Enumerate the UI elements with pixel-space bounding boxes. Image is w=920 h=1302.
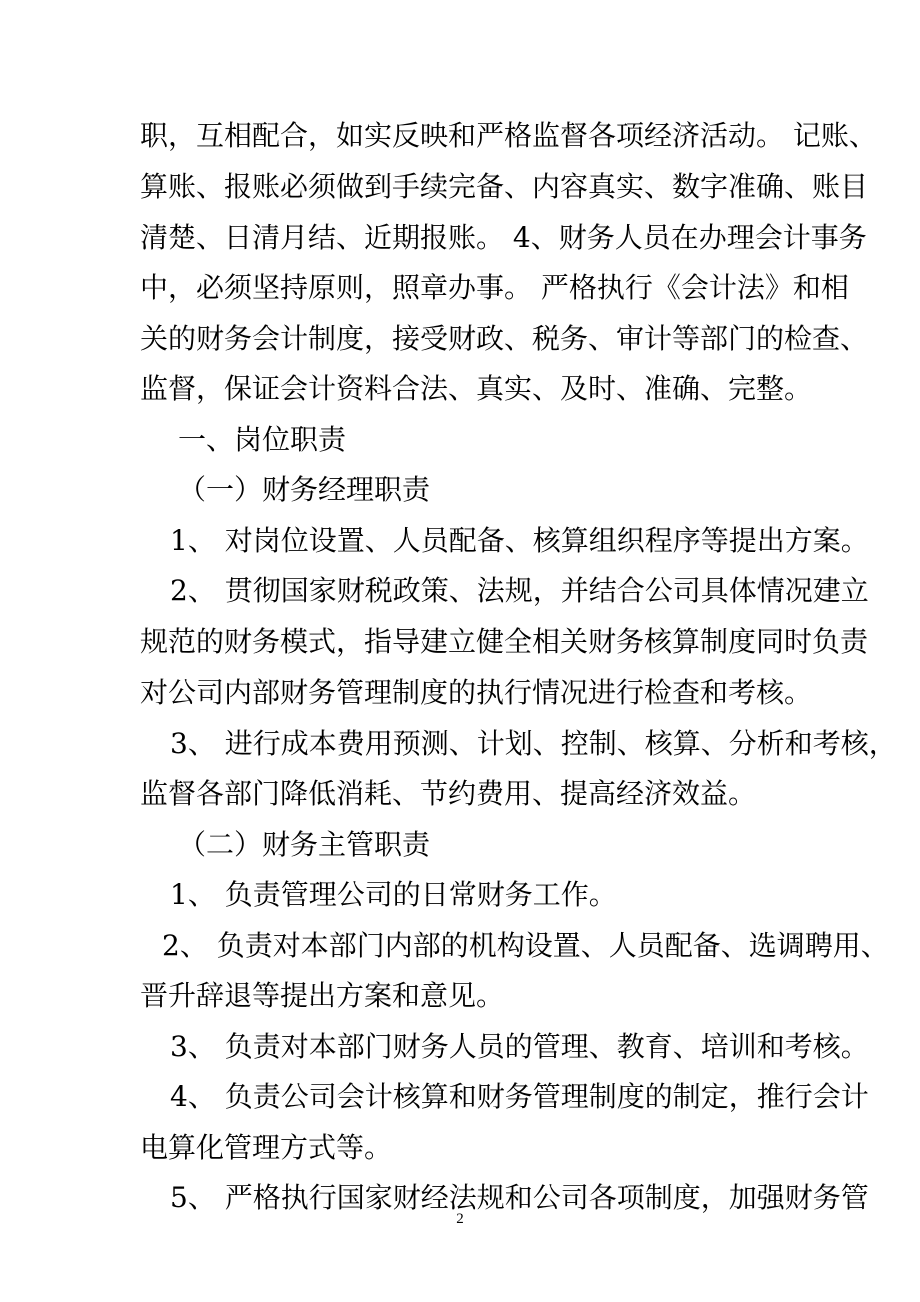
list-item: 2、 贯彻国家财税政策、法规，并结合公司具体情况建立 [170,574,869,607]
body-text-line: 监督，保证会计资料合法、真实、及时、准确、完整。 [140,372,813,405]
body-text-line: 中，必须坚持原则，照章办事。 严格执行《会计法》和相 [140,271,849,304]
list-item: 3、 进行成本费用预测、计划、控制、核算、分析和考核， [170,727,897,760]
list-item: 3、 负责对本部门财务人员的管理、教育、培训和考核。 [170,1030,869,1063]
list-item-continuation: 对公司内部财务管理制度的执行情况进行检查和考核。 [140,676,813,709]
list-item: 2、 负责对本部门内部的机构设置、人员配备、选调聘用、 [162,929,889,962]
subsection-heading: （二）财务主管职责 [178,828,431,861]
subsection-heading: （一）财务经理职责 [178,473,431,506]
body-text-line: 关的财务会计制度，接受财政、税务、审计等部门的检查、 [140,322,869,355]
list-item-continuation: 电算化管理方式等。 [140,1131,393,1164]
body-text-line: 清楚、日清月结、近期报账。 4、财务人员在办理会计事务 [140,221,867,254]
body-text-line: 算账、报账必须做到手续完备、内容真实、数字准确、账目 [140,170,869,203]
list-item: 5、 严格执行国家财经法规和公司各项制度，加强财务管 [170,1181,869,1214]
list-item: 1、 对岗位设置、人员配备、核算组织程序等提出方案。 [170,524,869,557]
list-item-continuation: 晋升辞退等提出方案和意见。 [140,979,505,1012]
page-number: 2 [456,1211,464,1227]
list-item-continuation: 规范的财务模式，指导建立健全相关财务核算制度同时负责 [140,625,869,658]
list-item-continuation: 监督各部门降低消耗、节约费用、提高经济效益。 [140,777,757,810]
body-text-line: 职，互相配合，如实反映和严格监督各项经济活动。 记账、 [140,119,877,152]
section-heading: 一、岗位职责 [178,423,347,456]
list-item: 1、 负责管理公司的日常财务工作。 [170,878,617,911]
list-item: 4、 负责公司会计核算和财务管理制度的制定，推行会计 [170,1080,869,1113]
